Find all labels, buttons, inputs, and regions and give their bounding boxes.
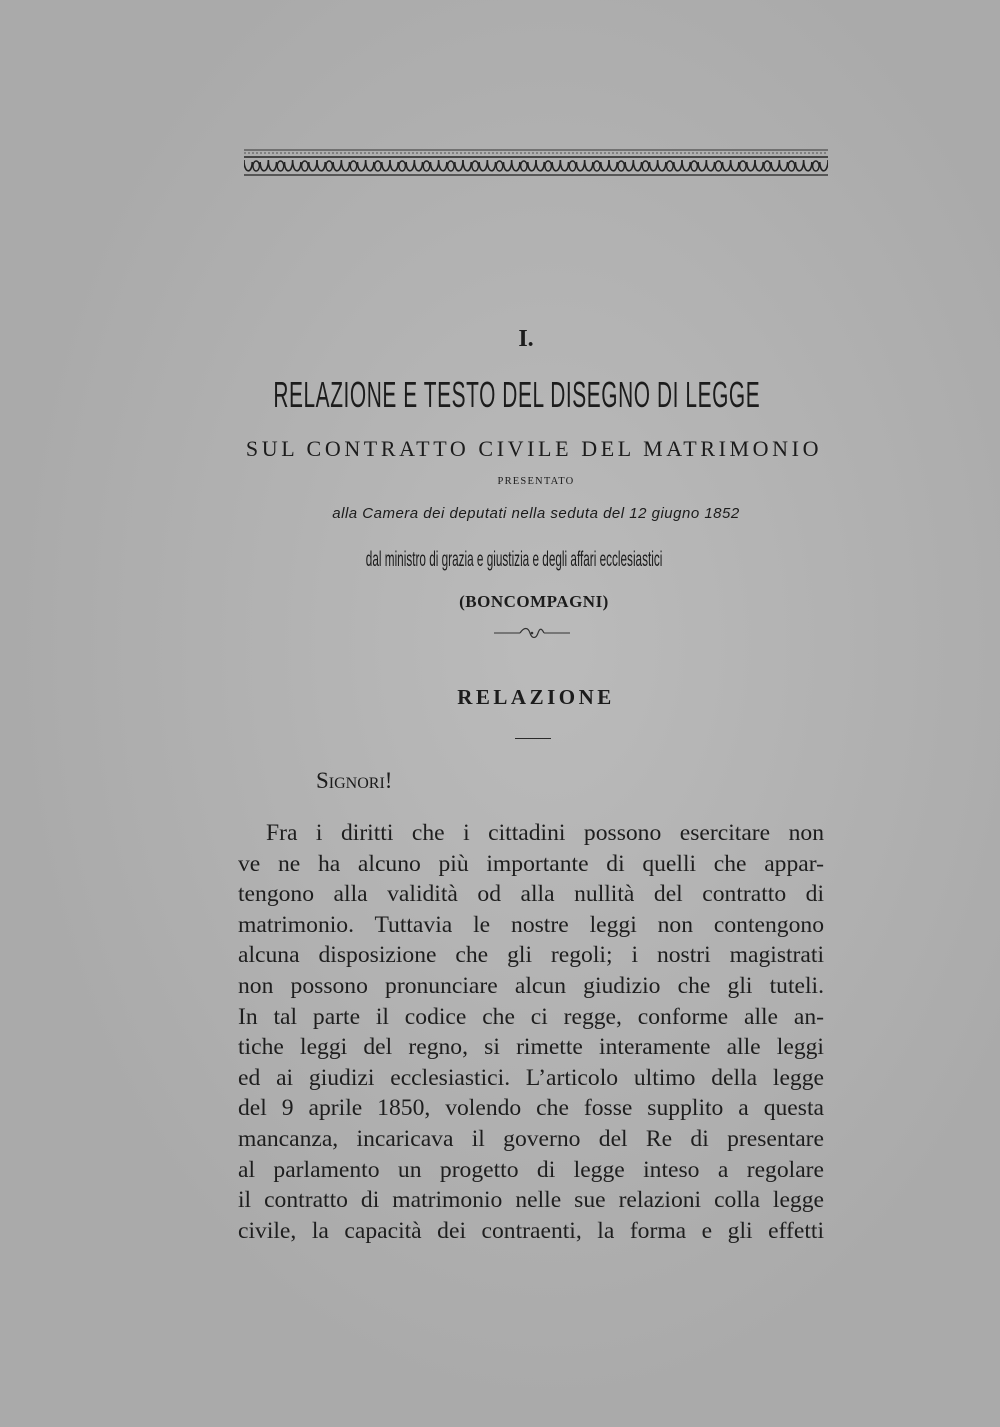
body-line: mancanza, incaricava il governo del Re di presentare [238,1125,824,1152]
ornament-oval [569,161,575,171]
ornament-oval [399,161,405,171]
ornamental-header-band [244,148,828,178]
ornament-oval [545,161,551,171]
ornament-oval [423,161,429,171]
ornament-oval [715,161,721,171]
ornament-oval [642,161,648,171]
author-name: (BONCOMPAGNI) [459,592,609,611]
body-line: alcuna disposizione che gli regoli; i nostri magistrati [238,942,824,969]
ornament-oval [788,161,794,171]
ornament-oval [326,161,332,171]
body-line: matrimonio. Tuttavia le nostre leggi non contengono [238,911,824,938]
body-line: In tal parte il codice che ci regge, conforme alle an- [238,1003,824,1030]
ornament-oval [277,161,283,171]
camera-session-line: alla Camera dei deputati nella seduta del 12 giugno 1852 [332,505,740,522]
ornament-oval [253,161,259,171]
ornament-oval [764,161,770,171]
body-line: tengono alla validità od alla nullità del contratto di [238,881,824,908]
body-line: ve ne ha alcuno più importante di quelli che appar- [238,850,824,877]
salutation: Signori! [316,768,393,793]
ornament-oval [521,161,527,171]
body-line: al parlamento un progetto di legge inteso a regolare [238,1156,824,1183]
heading-rule [515,738,551,739]
body-line: non possono pronunciare alcun giudizio che gli tuteli. [238,972,824,999]
ornament-pattern [244,148,828,178]
ornament-oval [472,161,478,171]
body-line: civile, la capacità dei contraenti, la forma e gli effetti [238,1217,824,1244]
ornament-oval [691,161,697,171]
ornament-oval [618,161,624,171]
body-line: tiche leggi del regno, si rimette interamente alle leggi [238,1034,824,1061]
section-number: I. [518,326,534,352]
flourish-divider [494,626,570,640]
ornament-oval [496,161,502,171]
ornament-oval [448,161,454,171]
body-line: del 9 aprile 1850, volendo che fosse supplito a questa [238,1095,824,1122]
ornament-oval [350,161,356,171]
ornament-oval [667,161,673,171]
presentato-label: PRESENTATO [497,476,575,487]
section-heading: RELAZIONE [457,685,615,709]
ornament-oval [594,161,600,171]
document-title: RELAZIONE E TESTO DEL DISEGNO DI LEGGE [273,374,761,415]
ornament-oval [813,161,819,171]
ornament-oval [302,161,308,171]
body-paragraph [238,818,824,1246]
body-line: ed ai giudizi ecclesiastici. L’articolo ultimo della legge [238,1064,824,1091]
document-subtitle: SUL CONTRATTO CIVILE DEL MATRIMONIO [245,436,823,461]
body-line: Fra i diritti che i cittadini possono esercitare non [266,820,824,846]
body-line: il contratto di matrimonio nelle sue relazioni colla legge [238,1187,824,1214]
minister-line: dal ministro di grazia e giustizia e degli affari ecclesiastici [365,548,663,571]
ornament-oval [375,161,381,171]
ornament-oval [740,161,746,171]
